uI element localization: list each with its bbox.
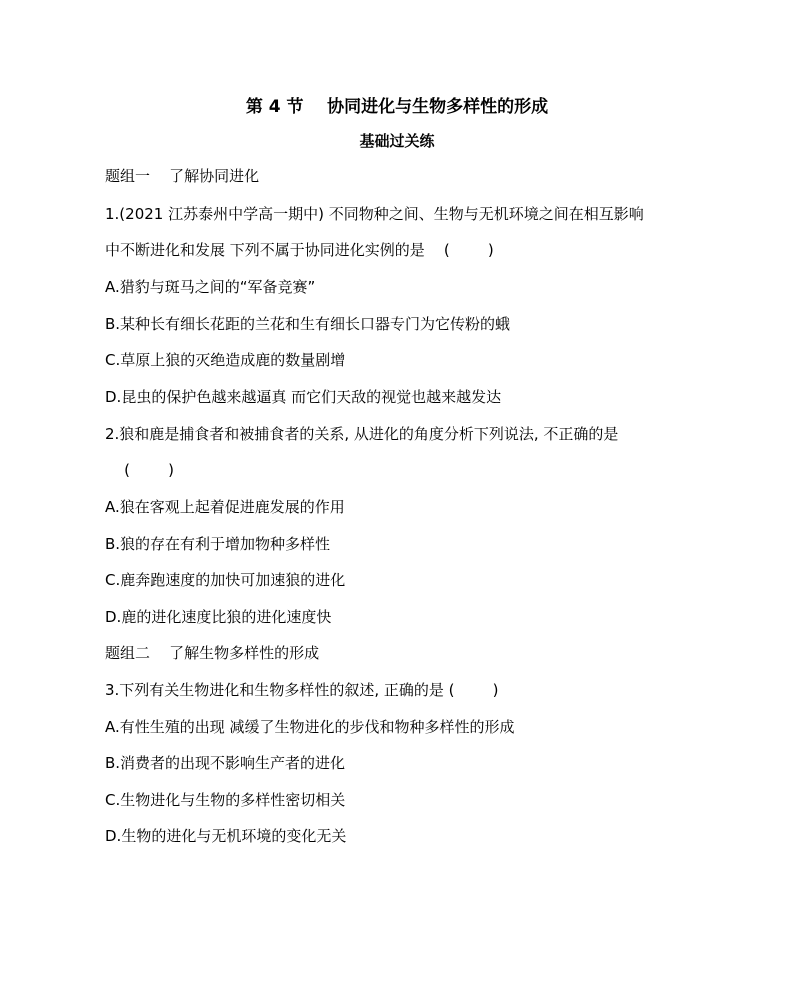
- page-title: 第 4 节 协同进化与生物多样性的形成: [245, 97, 549, 117]
- section-subtitle: 基础过关练: [359, 132, 435, 150]
- question-group-heading-1: 题组一 了解协同进化: [105, 167, 260, 185]
- question-1-option-b: B.某种长有细长花距的兰花和生有细长口器专门为它传粉的蛾: [105, 315, 511, 333]
- question-3-stem: 3.下列有关生物进化和生物多样性的叙述, 正确的是 ( ): [105, 681, 499, 699]
- question-2-answer-bracket: ( ): [105, 461, 174, 479]
- question-2-option-b: B.狼的存在有利于增加物种多样性: [105, 535, 331, 553]
- question-2-stem-line-1: 2.狼和鹿是捕食者和被捕食者的关系, 从进化的角度分析下列说法, 不正确的是: [105, 425, 619, 443]
- question-2-option-c: C.鹿奔跑速度的加快可加速狼的进化: [105, 571, 346, 589]
- question-2-option-d: D.鹿的进化速度比狼的进化速度快: [105, 608, 332, 626]
- question-1-option-c: C.草原上狼的灭绝造成鹿的数量剧增: [105, 351, 346, 369]
- question-3-option-d: D.生物的进化与无机环境的变化无关: [105, 827, 347, 845]
- question-1-option-d: D.昆虫的保护色越来越逼真 而它们天敌的视觉也越来越发达: [105, 388, 502, 406]
- question-3-option-c: C.生物进化与生物的多样性密切相关: [105, 791, 346, 809]
- question-1-stem-line-2: 中不断进化和发展 下列不属于协同进化实例的是 ( ): [105, 241, 494, 259]
- question-3-option-a: A.有性生殖的出现 减缓了生物进化的步伐和物种多样性的形成: [105, 718, 515, 736]
- question-1-option-a: A.猎豹与斑马之间的“军备竞赛”: [105, 278, 316, 296]
- question-group-heading-2: 题组二 了解生物多样性的形成: [105, 644, 320, 662]
- question-3-option-b: B.消费者的出现不影响生产者的进化: [105, 754, 346, 772]
- question-2-option-a: A.狼在客观上起着促进鹿发展的作用: [105, 498, 345, 516]
- question-1-stem-line-1: 1.(2021 江苏泰州中学高一期中) 不同物种之间、生物与无机环境之间在相互影响: [105, 205, 644, 223]
